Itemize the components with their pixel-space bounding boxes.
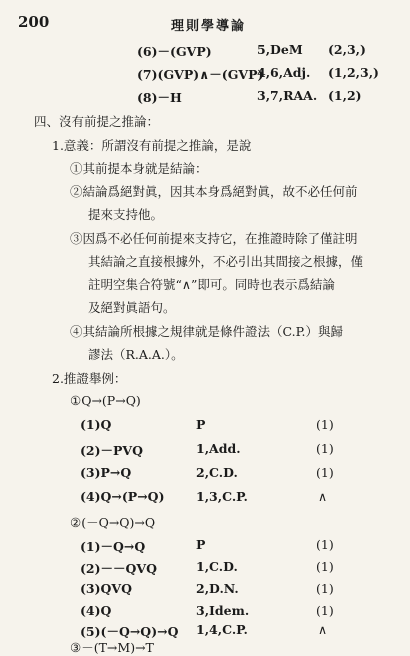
ex1-ref-3: 2,C.D. — [196, 465, 238, 480]
proof-line-7: (7)(GVP)∧－(GVP) — [137, 67, 264, 82]
ex2-line-2: (2)－－QVQ — [80, 561, 158, 576]
ex1-ref-1: P — [196, 417, 206, 432]
ex2-line-3: (3)QVQ — [80, 581, 133, 596]
ex2-ref-4: 3,Idem. — [196, 603, 250, 618]
ex2-line-5: (5)(－Q→Q)→Q — [80, 624, 179, 639]
ex2-deps-2: (1) — [316, 559, 334, 574]
ex1-deps-2: (1) — [316, 441, 334, 456]
ex2-deps-5: ∧ — [318, 622, 328, 637]
page-number: 200 — [18, 13, 50, 31]
ex1-deps-1: (1) — [316, 417, 334, 432]
ex2-ref-5: 1,4,C.P. — [196, 622, 248, 637]
proof-ref-8: 3,7,RAA. — [257, 88, 318, 103]
ex2-ref-3: 2,D.N. — [196, 581, 239, 596]
proof-line-8: (8)－H — [137, 90, 182, 105]
proof-deps-7: (1,2,3,) — [328, 65, 379, 80]
ex2-ref-2: 1,C.D. — [196, 559, 238, 574]
proof-line-6: (6)－(GVP) — [137, 44, 212, 59]
ex2-deps-3: (1) — [316, 581, 334, 596]
example3-title: ③－(T→M)→T — [70, 640, 154, 655]
ex1-line-1: (1)Q — [80, 417, 112, 432]
proof-deps-6: (2,3,) — [328, 42, 366, 57]
point-4: ④其結論所根據之規律就是條件證法（C.P.）與歸 — [70, 324, 343, 339]
section-heading: 四、沒有前提之推論： — [34, 114, 160, 129]
ex1-deps-4: ∧ — [318, 489, 328, 504]
point-3-cont-2: 註明空集合符號“∧”即可。同時也表示爲結論 — [88, 277, 335, 292]
running-title: 理則學導論 — [171, 19, 247, 34]
ex2-line-4: (4)Q — [80, 603, 112, 618]
ex2-deps-4: (1) — [316, 603, 334, 618]
ex1-ref-2: 1,Add. — [196, 441, 241, 456]
ex2-deps-1: (1) — [316, 537, 334, 552]
point-3-cont-1: 其結論之直接根據外，不必引出其間接之根據，僅 — [88, 254, 364, 269]
ex1-deps-3: (1) — [316, 465, 334, 480]
proof-ref-6: 5,DeM — [257, 42, 303, 57]
ex1-line-3: (3)P→Q — [80, 465, 132, 480]
ex1-line-4: (4)Q→(P→Q) — [80, 489, 165, 504]
point-4-cont: 謬法（R.A.A.）。 — [88, 347, 184, 362]
point-2: ②結論爲絕對眞，因其本身爲絕對眞，故不必任何前 — [70, 184, 358, 199]
ex1-line-2: (2)－PVQ — [80, 443, 144, 458]
item1-label: 1.意義：所謂沒有前提之推論，是說 — [52, 138, 252, 153]
point-3: ③因爲不必任何前提來支持它，在推證時除了僅註明 — [70, 231, 358, 246]
ex2-ref-1: P — [196, 537, 206, 552]
ex1-ref-4: 1,3,C.P. — [196, 489, 248, 504]
example2-title: ②(－Q→Q)→Q — [70, 515, 156, 530]
proof-deps-8: (1,2) — [328, 88, 362, 103]
point-2-cont: 提來支持他。 — [88, 207, 164, 222]
example1-title: ①Q→(P→Q) — [70, 393, 141, 408]
point-1: ①其前提本身就是結論： — [70, 161, 208, 176]
item2-label: 2.推證舉例： — [52, 371, 127, 386]
ex2-line-1: (1)－Q→Q — [80, 539, 146, 554]
proof-ref-7: 4,6,Adj. — [257, 65, 311, 80]
point-3-cont-3: 及絕對眞語句。 — [88, 300, 176, 315]
